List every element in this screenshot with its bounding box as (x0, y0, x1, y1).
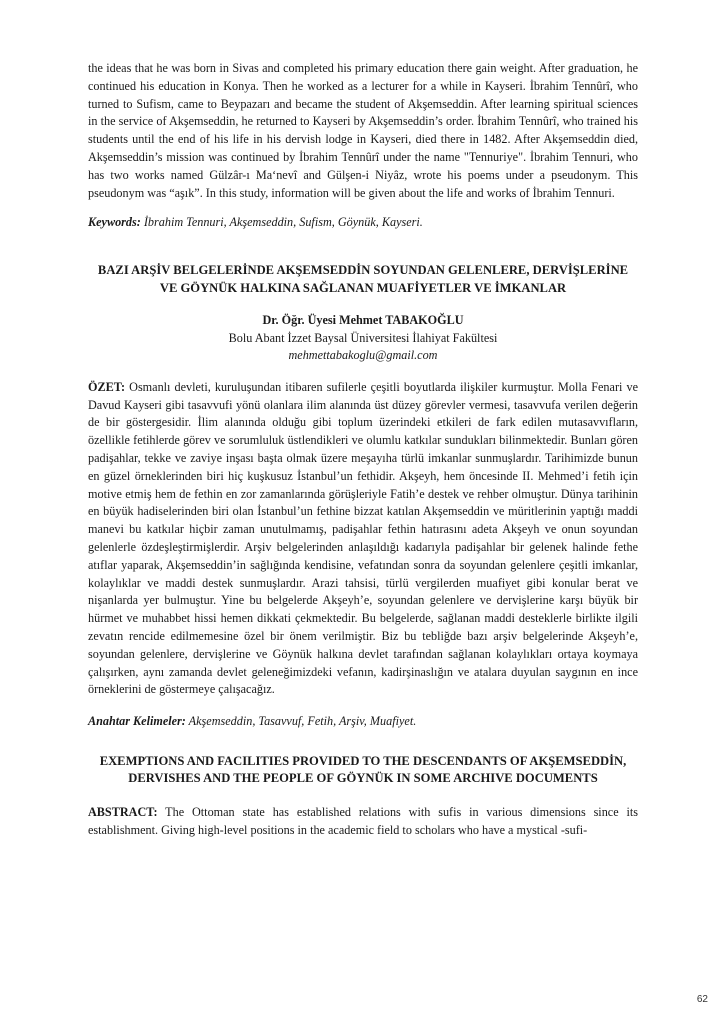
keywords-tr-text: Akşemseddin, Tasavvuf, Fetih, Arşiv, Muafiyet. (185, 714, 417, 729)
ozet-text: Osmanlı devleti, kuruluşundan itibaren sufilerle çeşitli boyutlarda ilişkiler kurmuştur. Molla Fenari ve Davud Kayseri gibi tasavvufi yönü olanlara ilim alanında üst düzey görevler vermesi, tasavvufa verilen değerin de bir göstergesidir. İlim alanında olduğu gibi toplum üzerindeki etkileri de fark edilen mutasavvıfların, özellikle fetihlerde görev ve sorumluluk üstlendikleri ve olumlu katkılar sundukları bilinmektedir. Bunları gören padişahlar, tekke ve zaviye inşası başta olmak üzere meşayıha türlü imkanlar sunmuşlardır. Tarihimizde bunun en güzel örneklerinden biri hiç kuşkusuz İstanbul’un fethidir. Akşeyh, hem öncesinde II. Mehmed’i fetih için motive etmiş hem de fethin en zor zamanlarında görüşleriyle Fatih’e destek ve rehber olmuştur. Dünya tarihinin en büyük hadiselerinden biri olan İstanbul’un fethine bizzat katılan Akşemseddin ve müritlerinin yaptığı maddi manevi bu katkılar hiçbir zaman unutulmamış, padişahlar fethin hatırasını adeta Akşeyh ve onun soyundan gelenlerle özdeşleştirmişlerdir. Arşiv belgelerinden anlaşıldığı kadarıyla padişahlar bir gelenek halinde fethe atıflar yaparak, Akşemseddin’in sağlığında kendisine, vefatından sonra da soyundan gelenlere çeşitli imkanlar, kolaylıklar ve maddi destek sunmuşlardır. Arazi tahsisi, türlü vergilerden muafiyet gibi konular berat ve nişanlarda yer bulmuştur. Yine bu belgelerde Akşeyh’e, soyundan gelenlere ve dervişlerine karşı büyük bir hürmet ve muhabbet hissi hemen dikkati çekmektedir. Bu belgelerde, sağlanan maddi desteklerle birlikte ilgili zevatın rencide edilmemesine özel bir önem verilmiştir. Biz bu tebliğde bazı arşiv belgelerinde Akşeyh’e, soyundan gelenlere, dervişlerine ve Göynük halkına devlet tarafından sağlanan kolaylıkları ortaya koymaya çalışırken, aynı zamanda devlet geleneğimizdeki vefanın, kadirşinaslığın ve atalara duyulan saygının en ince örneklerini de göstermeye çalışacağız. (88, 379, 638, 697)
article-tr-title: BAZI ARŞİV BELGELERİNDE AKŞEMSEDDİN SOYUNDAN GELENLERE, DERVİŞLERİNE VE GÖYNÜK HALKINA SAĞLANAN MUAFİYETLER VE İMKANLAR (97, 263, 629, 295)
keywords-en-text: İbrahim Tennuri, Akşemseddin, Sufism, Göynük, Kayseri. (140, 215, 423, 230)
ozet-label: ÖZET: (88, 379, 126, 394)
author-block (88, 312, 638, 365)
keywords-tr-label: Anahtar Kelimeler: (88, 714, 186, 729)
author-name: Dr. Öğr. Üyesi Mehmet TABAKOĞLU (262, 312, 464, 327)
abstract-text: The Ottoman state has established relations with sufis in various dimensions since its establishment. Giving high-level positions in the academic field to scholars who have a mystical -sufi- (88, 804, 638, 837)
intro-paragraph: the ideas that he was born in Sivas and completed his primary education there gain weight. After graduation, he continued his education in Konya. Then he worked as a lecturer for a while in Kayseri. İbrahim Tennûrî, who turned to Sufism, came to Beypazarı and became the student of Akşemseddin. After learning spiritual sciences in the service of Akşemseddin, he returned to Kayseri by Akşemseddin’s order. İbrahim Tennûrî, who trained his students until the end of his life in his dervish lodge in Kayseri, died there in 1482. After Akşemseddin died, Akşemseddin’s mission was continued by İbrahim Tennûrî under the name "Tennuriye". İbrahim Tennuri, who has two works named Gülzâr-ı Ma‘nevî and Gülşen-i Niyâz, wrote his poems under a pseudonym. This pseudonym was “aşık”. In this study, information will be given about the life and works of İbrahim Tennuri. (88, 61, 638, 200)
author-affiliation: Bolu Abant İzzet Baysal Üniversitesi İlahiyat Fakültesi (228, 330, 498, 345)
author-email: mehmettabakoglu@gmail.com (288, 348, 438, 363)
page-content (88, 60, 638, 839)
keywords-tr (88, 713, 638, 731)
ozet-paragraph (88, 379, 638, 699)
article-en-title: EXEMPTIONS AND FACILITIES PROVIDED TO THE DESCENDANTS OF AKŞEMSEDDİN, DERVISHES AND THE PEOPLE OF GÖYNÜK IN SOME ARCHIVE DOCUMENTS (99, 753, 627, 786)
keywords-en (88, 214, 638, 232)
page-number: 62 (696, 994, 708, 1005)
abstract-label: ABSTRACT: (88, 804, 158, 819)
abstract-paragraph (88, 804, 638, 840)
keywords-en-label: Keywords: (88, 215, 141, 230)
